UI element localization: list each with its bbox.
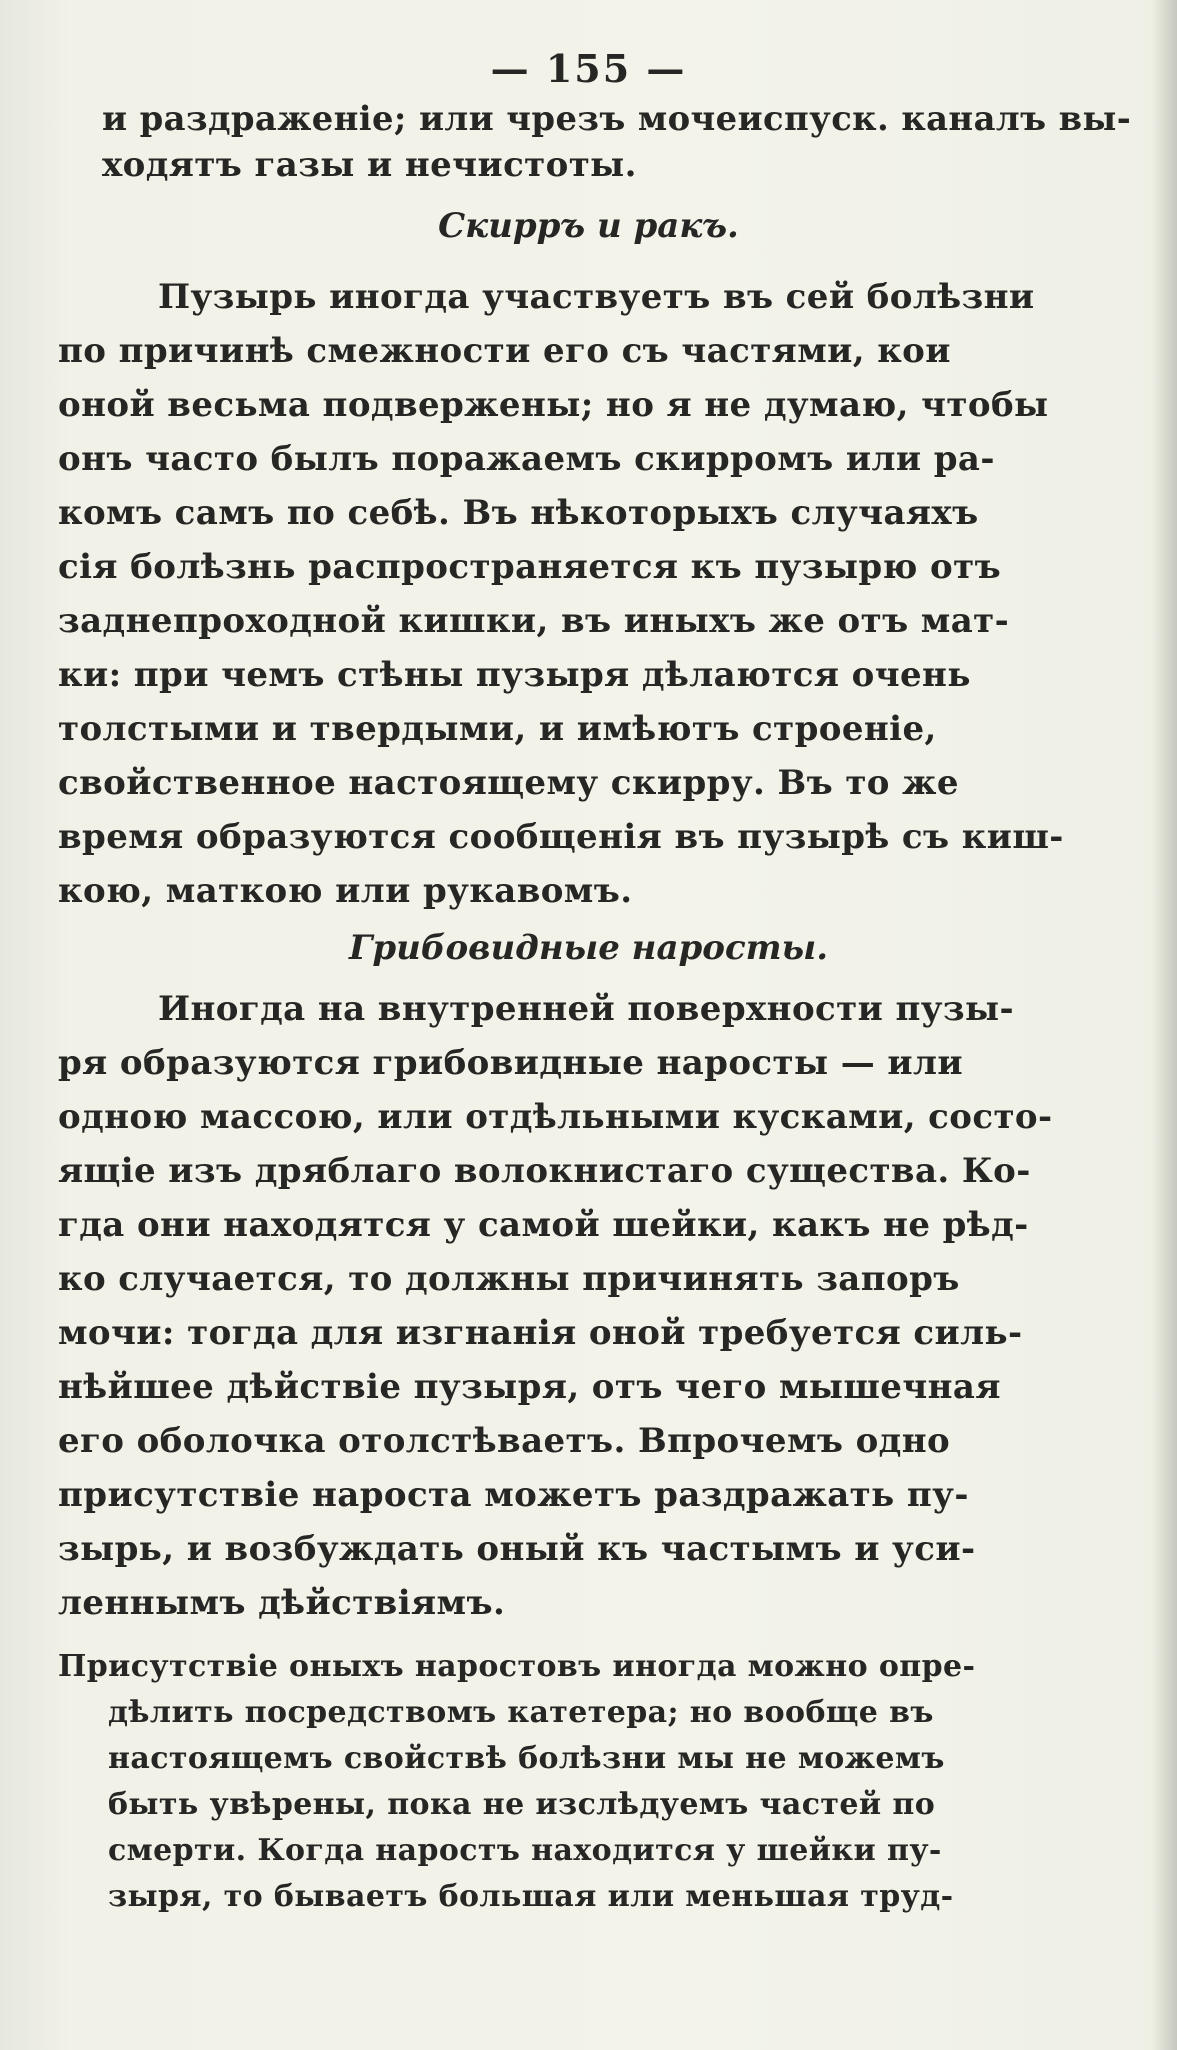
small-text-line: дѣлить посредствомъ катетера; но вообще въ [108, 1695, 934, 1730]
text-line: ходятъ газы и нечистоты. [102, 145, 637, 185]
text-line: по причинѣ смежности его съ частями, кои [58, 331, 951, 371]
text-line: одною массою, или отдѣльными кусками, состо- [58, 1097, 1053, 1137]
text-line: и раздраженіе; или чрезъ мочеиспуск. каналъ вы- [102, 99, 1132, 139]
small-text-line: быть увѣрены, пока не изслѣдуемъ частей по [108, 1787, 936, 1822]
small-text-line: настоящемъ свойствѣ болѣзни мы не можемъ [108, 1741, 945, 1776]
text-line: заднепроходной кишки, въ иныхъ же отъ мат- [58, 601, 1010, 641]
page-edge-shadow [1151, 0, 1177, 2050]
text-line: оной весьма подвержены; но я не думаю, чтобы [58, 385, 1049, 425]
text-line: онъ часто былъ поражаемъ скирромъ или ра- [58, 439, 995, 479]
text-line: толстыми и твердыми, и имѣютъ строеніе, [58, 709, 937, 749]
section-heading-scirrhus: Скирръ и ракъ. [438, 206, 739, 246]
text-line: гда они находятся у самой шейки, какъ не рѣд- [58, 1205, 1029, 1245]
text-line: время образуются сообщенія въ пузырѣ съ киш- [58, 817, 1064, 857]
text-line: комъ самъ по себѣ. Въ нѣкоторыхъ случаяхъ [58, 493, 979, 533]
text-line: Пузырь иногда участвуетъ въ сей болѣзни [158, 277, 1035, 317]
text-line: ко случается, то должны причинять запоръ [58, 1259, 960, 1299]
text-line: сія болѣзнь распространяется къ пузырю отъ [58, 547, 1002, 587]
text-line: леннымъ дѣйствіямъ. [58, 1583, 506, 1623]
page-number: — 155 — [490, 46, 687, 91]
section-heading-fungoid-growths: Грибовидные наросты. [348, 928, 829, 968]
text-line: присутствіе нароста можетъ раздражать пу- [58, 1475, 969, 1515]
text-line: мочи: тогда для изгнанія оной требуется силь- [58, 1313, 1023, 1353]
text-line: ящіе изъ дряблаго волокнистаго существа. Ко- [58, 1151, 1031, 1191]
text-line: ря образуются грибовидные наросты — или [58, 1043, 963, 1083]
small-text-line: Присутствіе оныхъ наростовъ иногда можно опре- [58, 1649, 976, 1684]
small-text-line: смерти. Когда наростъ находится у шейки пу- [108, 1833, 942, 1868]
text-line: нѣйшее дѣйствіе пузыря, отъ чего мышечная [58, 1367, 1001, 1407]
text-line: ки: при чемъ стѣны пузыря дѣлаются очень [58, 655, 971, 695]
text-line: зырь, и возбуждать оный къ частымъ и уси- [58, 1529, 976, 1569]
small-text-line: зыря, то бываетъ большая или меньшая труд- [108, 1879, 954, 1914]
text-line: Иногда на внутренней поверхности пузы- [158, 989, 1015, 1029]
text-line: свойственное настоящему скирру. Въ то же [58, 763, 959, 803]
text-line: кою, маткою или рукавомъ. [58, 871, 633, 911]
text-line: его оболочка отолстѣваетъ. Впрочемъ одно [58, 1421, 951, 1461]
